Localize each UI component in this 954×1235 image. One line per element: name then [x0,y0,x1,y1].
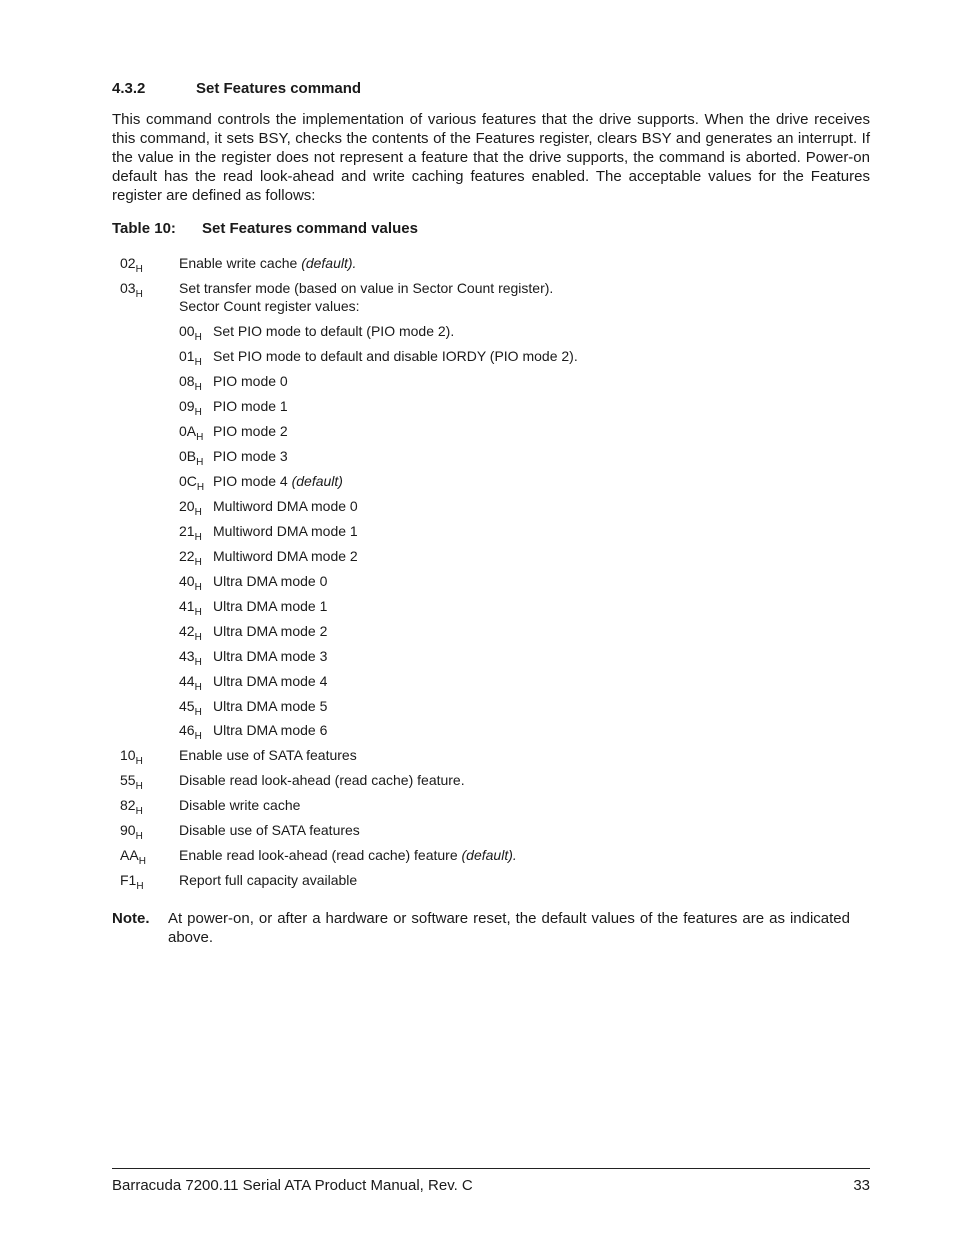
hex-suffix: H [194,532,202,543]
subrow-code: 43 [179,648,195,664]
subrow-code: 42 [179,623,195,639]
footer-title: Barracuda 7200.11 Serial ATA Product Manual, Rev. C [112,1177,473,1194]
hex-suffix: H [196,482,205,493]
hex-suffix: H [135,806,143,817]
row-code: AA [120,847,139,863]
table-title: Set Features command values [202,220,418,237]
subrow-desc: Ultra DMA mode 3 [213,648,328,664]
row-code: 55 [120,772,136,788]
row-desc: Disable read look-ahead (read cache) feature. [179,772,465,788]
hex-suffix: H [196,457,204,468]
row-default: (default). [461,847,517,863]
subrow-default: (default) [291,473,343,489]
hex-suffix: H [138,856,146,867]
subrow-desc: PIO mode 3 [213,448,288,464]
section-number: 4.3.2 [112,80,146,97]
subrow-code: 0B [179,448,197,464]
hex-suffix: H [135,289,143,300]
subrow-desc: PIO mode 1 [213,398,288,414]
row-code: F1 [120,872,137,888]
row-desc: Set transfer mode (based on value in Sector Count register). [179,280,554,296]
subrow-desc: Ultra DMA mode 4 [213,673,328,689]
subrow-code: 09 [179,398,195,414]
row-desc-line2: Sector Count register values: [179,298,360,314]
hex-suffix: H [194,332,202,343]
hex-suffix: H [194,682,202,693]
row-desc: Enable write cache [179,255,302,271]
row-desc: Disable use of SATA features [179,822,360,838]
hex-suffix: H [194,582,202,593]
row-desc: Report full capacity available [179,872,358,888]
hex-suffix: H [135,831,143,842]
subrow-code: 0A [179,423,197,439]
hex-suffix: H [194,357,202,368]
subrow-code: 22 [179,548,195,564]
footer-divider [112,1168,870,1169]
subrow-desc: PIO mode 4 [213,473,292,489]
row-default: (default). [301,255,357,271]
note-text: At power-on, or after a hardware or software reset, the default values of the features are as indicated above. [168,910,850,946]
subrow-desc: Multiword DMA mode 2 [213,548,358,564]
hex-suffix: H [194,382,202,393]
hex-suffix: H [194,632,202,643]
row-code: 90 [120,822,136,838]
subrow-code: 21 [179,523,195,539]
subrow-desc: PIO mode 2 [213,423,288,439]
page-number: 33 [853,1177,870,1194]
subrow-desc: Ultra DMA mode 0 [213,573,328,589]
note-label: Note. [112,910,150,927]
subrow-desc: Ultra DMA mode 1 [213,598,328,614]
subrow-desc: Ultra DMA mode 2 [213,623,328,639]
subrow-code: 40 [179,573,195,589]
hex-suffix: H [194,731,202,742]
hex-suffix: H [194,607,202,618]
subrow-code: 41 [179,598,195,614]
hex-suffix: H [135,781,143,792]
subrow-desc: Ultra DMA mode 5 [213,698,328,714]
row-desc: Enable read look-ahead (read cache) feature [179,847,462,863]
subrow-code: 01 [179,348,195,364]
hex-suffix: H [194,557,202,568]
subrow-code: 45 [179,698,195,714]
subrow-desc: Set PIO mode to default and disable IORDY (PIO mode 2). [213,348,578,364]
hex-suffix: H [194,507,202,518]
table-label: Table 10: [112,220,176,237]
row-code: 82 [120,797,136,813]
intro-paragraph: This command controls the implementation of various features that the drive supports. When the drive receives this command, it sets BSY, checks the contents of the Features register, clears BSY and generates an interrupt. If the value in the register does not represent a feature that the drive supports, the command is aborted. Power-on default has the read look-ahead and write caching features enabled. The acceptable values for the Features register are defined as follows: [112,111,870,204]
subrow-code: 46 [179,722,195,738]
hex-suffix: H [135,264,143,275]
subrow-desc: Multiword DMA mode 0 [213,498,358,514]
subrow-code: 20 [179,498,195,514]
subrow-code: 44 [179,673,195,689]
subrow-code: 00 [179,323,195,339]
row-code: 10 [120,747,136,763]
hex-suffix: H [194,707,202,718]
subrow-desc: Set PIO mode to default (PIO mode 2). [213,323,455,339]
hex-suffix: H [135,756,143,767]
hex-suffix: H [194,407,202,418]
row-desc: Disable write cache [179,797,301,813]
subrow-code: 0C [179,473,197,489]
subrow-desc: PIO mode 0 [213,373,288,389]
subrow-desc: Ultra DMA mode 6 [213,722,328,738]
row-code: 02 [120,255,136,271]
hex-suffix: H [196,432,204,443]
subrow-desc: Multiword DMA mode 1 [213,523,358,539]
row-desc: Enable use of SATA features [179,747,357,763]
subrow-code: 08 [179,373,195,389]
table-caption [112,220,418,237]
hex-suffix: H [136,881,144,892]
row-code: 03 [120,280,136,296]
section-heading [112,80,361,97]
section-title: Set Features command [196,80,362,97]
hex-suffix: H [194,657,202,668]
